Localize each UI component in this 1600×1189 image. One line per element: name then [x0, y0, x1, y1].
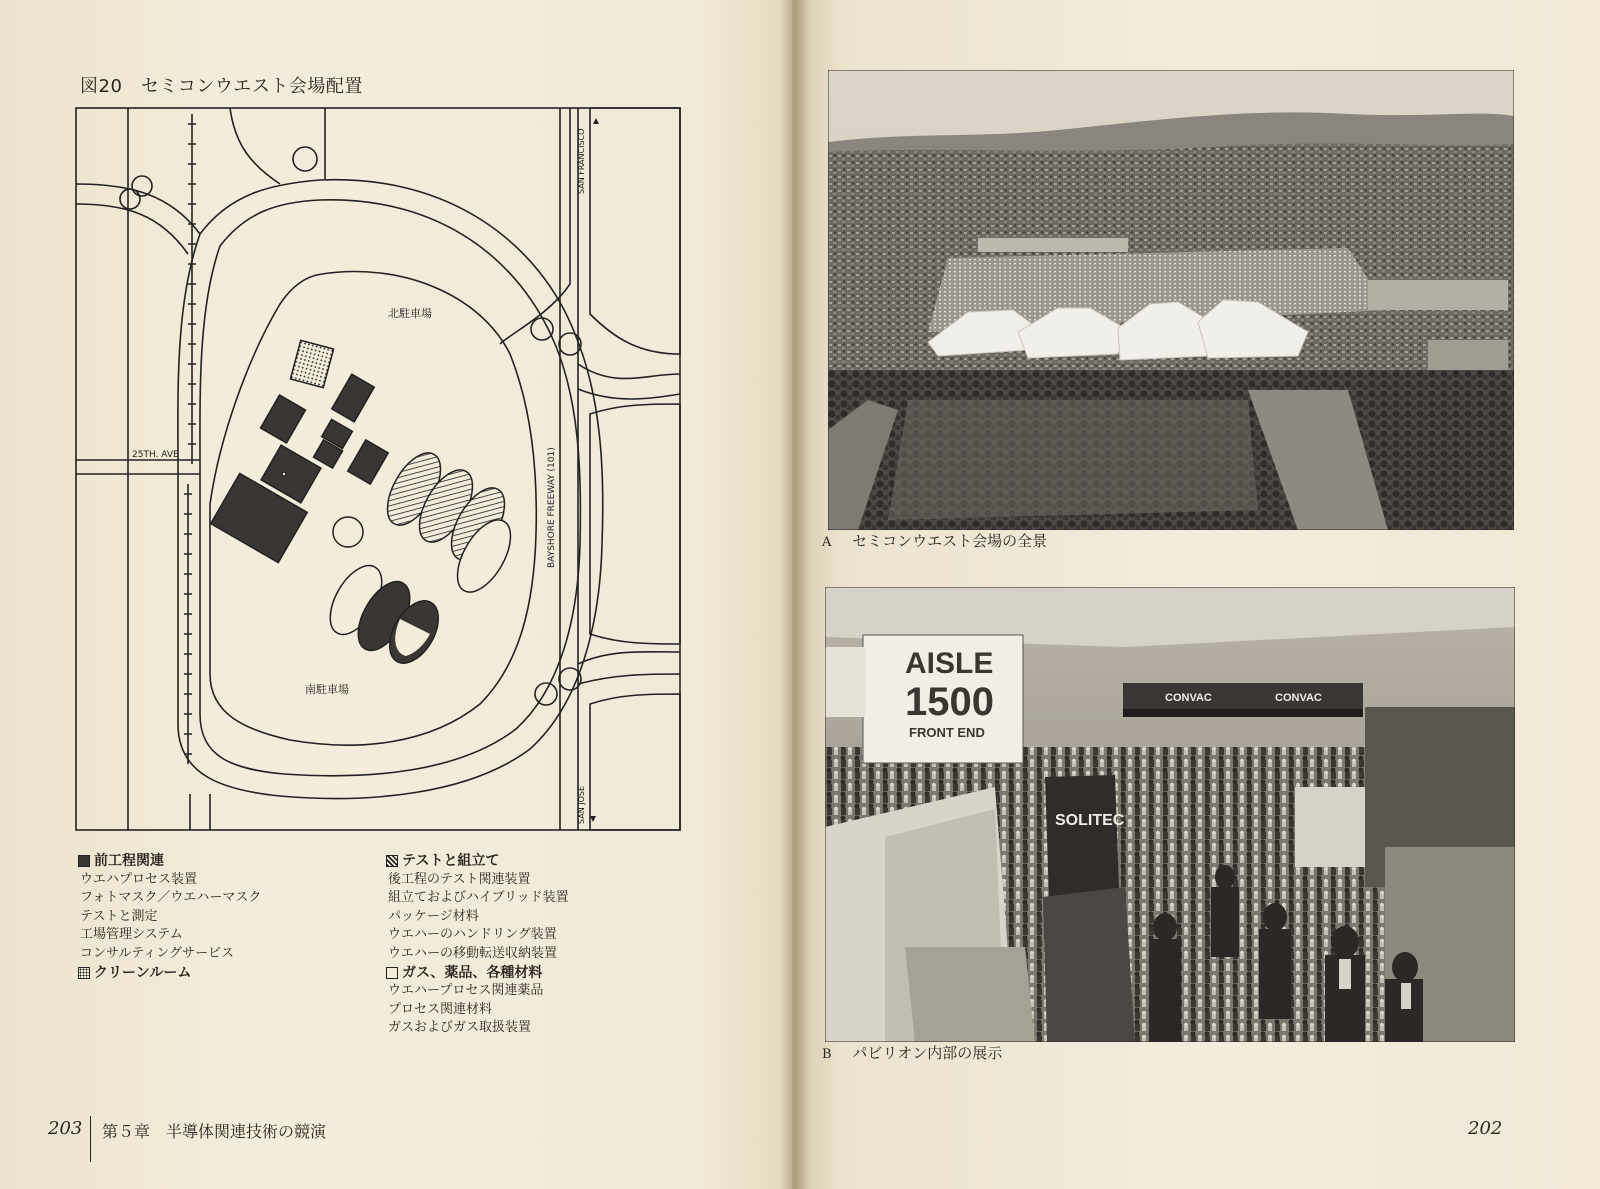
south-parking-label: 南駐車場 — [305, 683, 349, 696]
legend-item: 工場管理システム — [80, 927, 183, 943]
aisle-sign-number: 1500 — [905, 680, 994, 724]
photo-a-caption-text: セミコンウエスト会場の全景 — [852, 532, 1048, 550]
front-end-building — [261, 395, 306, 443]
aisle-sign-subtext: FRONT END — [909, 725, 985, 740]
photo-pavilion-interior — [825, 587, 1515, 1042]
venue-map — [70, 104, 690, 834]
legend-item: ウエハーのハンドリング装置 — [388, 927, 557, 943]
legend-item: ウエハプロセス装置 — [80, 871, 198, 887]
south-arrow-icon — [590, 816, 596, 822]
photo-b-caption — [822, 1042, 1002, 1063]
page-number-left: 203 — [48, 1118, 83, 1139]
legend-clean-room-heading: クリーンルーム — [78, 964, 261, 983]
legend-item: パッケージ材料 — [388, 908, 479, 924]
page-number-right: 202 — [1468, 1118, 1503, 1139]
hatched-swatch-icon — [386, 855, 398, 867]
legend-item: ウエハーの移動転送収納装置 — [388, 945, 558, 961]
convac-sign-right: CONVAC — [1275, 692, 1322, 704]
solitec-sign: SOLITEC — [1055, 812, 1125, 829]
san-francisco-label: SAN FRANCISCO — [577, 128, 586, 194]
north-parking-label: 北駐車場 — [388, 307, 432, 320]
empty-swatch-icon — [386, 967, 398, 979]
legend-left — [78, 852, 261, 982]
dotted-swatch-icon — [78, 967, 90, 979]
photo-b-caption-text: パビリオン内部の展示 — [852, 1044, 1003, 1062]
front-end-building — [332, 374, 375, 422]
legend-item: プロセス関連材料 — [388, 1001, 493, 1017]
photo-b-letter: B — [822, 1047, 832, 1062]
photo-a-caption — [822, 530, 1047, 551]
legend-item: 後工程のテスト関連装置 — [388, 871, 531, 887]
clean-room-building — [290, 340, 333, 387]
right-page — [792, 0, 1600, 1189]
left-page — [0, 0, 792, 1189]
legend-front-end-heading: 前工程関連 — [78, 852, 261, 871]
freeway-label: BAYSHORE FREEWAY (101) — [547, 447, 557, 568]
legend-item: ガスおよびガス取扱装置 — [388, 1020, 532, 1036]
legend-item: テストと測定 — [80, 908, 158, 924]
solid-swatch-icon — [78, 855, 90, 867]
san-jose-label: SAN JOSE — [577, 785, 586, 824]
round-tent — [333, 517, 363, 547]
running-head-rule — [90, 1116, 91, 1162]
avenue-label: 25TH. AVE — [132, 450, 179, 460]
running-head: 第５章 半導体関連技術の競演 — [102, 1122, 327, 1141]
legend-item: 組立ておよびハイブリッド装置 — [388, 890, 569, 906]
legend-test-assembly-heading: テストと組立て — [386, 852, 569, 871]
front-end-building — [348, 440, 389, 484]
north-arrow-icon — [593, 118, 599, 124]
legend-right — [386, 852, 569, 1038]
legend-item: コンサルティングサービス — [80, 945, 235, 961]
figure-title: 図20 セミコンウエスト会場配置 — [80, 76, 363, 97]
legend-item: ウエハープロセス関連薬品 — [388, 983, 544, 999]
book-gutter — [780, 0, 810, 1189]
photo-venue-overview — [828, 70, 1514, 530]
legend-item: フォトマスク／ウエハーマスク — [80, 890, 262, 906]
convac-sign-left: CONVAC — [1165, 692, 1212, 704]
legend-gases-heading: ガス、薬品、各種材料 — [386, 964, 569, 983]
photo-a-letter: A — [822, 535, 832, 550]
aisle-sign-text: AISLE — [905, 647, 994, 680]
